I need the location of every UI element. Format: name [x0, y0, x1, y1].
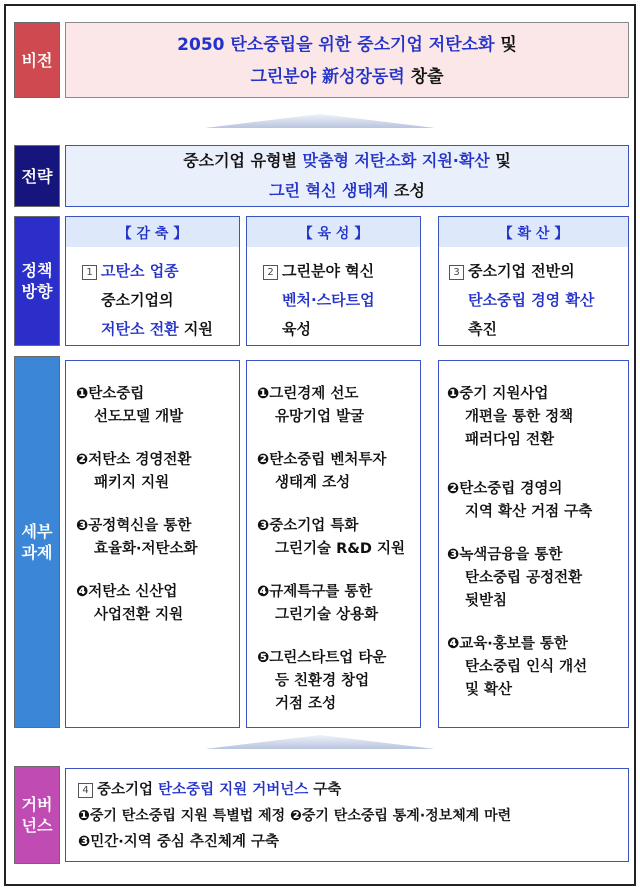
task-list [257, 383, 405, 736]
policy-header: 【 육 성 】 [298, 226, 369, 242]
governance-label: 거버 넌스 [14, 766, 60, 864]
governance-line-2: ❶중기 탄소중립 지원 특별법 제정 ❷중기 탄소중립 통계·정보체계 마련 [78, 808, 512, 824]
tasks-column-spread [438, 360, 629, 728]
tasks-column-reduce [65, 360, 240, 728]
vision-box [65, 22, 629, 98]
policy-column-reduce [65, 216, 240, 346]
policy-label: 정책 방향 [14, 216, 60, 346]
tasks-column-nurture [246, 360, 421, 728]
task-item: ❹저탄소 신산업 사업전환 지원 [76, 584, 184, 623]
vision-line-2: 그린분야 新성장동력 창출 [250, 67, 444, 87]
strategy-line-2: 그린 혁신 생태계 조성 [269, 181, 425, 200]
task-item: ❸녹색금융을 통한 탄소중립 공정전환 뒷받침 [447, 547, 583, 609]
task-item: ❹교육·홍보를 통한 탄소중립 인식 개선 및 확산 [447, 636, 588, 698]
policy-header: 【 감 축 】 [117, 226, 188, 242]
task-item: ❶중기 지원사업 개편을 통한 정책 패러다임 전환 [447, 386, 574, 448]
governance-box [65, 768, 629, 862]
vision-label: 비전 [14, 22, 60, 98]
strategy-label: 전략 [14, 145, 60, 207]
number-box-icon: 2 [263, 265, 278, 280]
task-item: ❹규제특구를 통한 그린기술 상용화 [257, 584, 379, 623]
number-box-icon: 1 [82, 265, 97, 280]
tasks-label: 세부 과제 [14, 356, 60, 728]
number-box-icon: 4 [78, 783, 93, 798]
task-list [447, 383, 592, 722]
policy-text: 1 고탄소 업종 중소기업의 저탄소 전환 지원 [82, 257, 213, 344]
policy-text: 3 중소기업 전반의 탄소중립 경영 확산 촉진 [449, 257, 594, 344]
policy-text: 2 그린분야 혁신 벤처·스타트업 육성 [263, 257, 375, 344]
task-item: ❺그린스타트업 타운 등 친환경 창업 거점 조성 [257, 650, 387, 712]
task-item: ❷탄소중립 경영의 지역 확산 거점 구축 [447, 481, 593, 520]
policy-column-nurture [246, 216, 421, 346]
strategy-line-1: 중소기업 유형별 맞춤형 저탄소화 지원·확산 및 [183, 151, 511, 170]
task-item: ❸공정혁신을 통한 효율화·저탄소화 [76, 518, 198, 557]
task-item: ❷저탄소 경영전환 패키지 지원 [76, 452, 192, 491]
governance-title: 4 중소기업 탄소중립 지원 거버넌스 구축 [78, 777, 628, 803]
task-list [76, 383, 198, 647]
policy-column-spread [438, 216, 629, 346]
governance-line-3: ❸민간·지역 중심 추진체계 구축 [78, 834, 280, 850]
task-item: ❷탄소중립 벤처투자 생태계 조성 [257, 452, 387, 491]
number-box-icon: 3 [449, 265, 464, 280]
task-item: ❸중소기업 특화 그린기술 R&D 지원 [257, 518, 405, 557]
strategy-box [65, 145, 629, 207]
policy-header: 【 확 산 】 [498, 226, 569, 242]
vision-line-1: 2050 탄소중립을 위한 중소기업 저탄소화 및 [177, 35, 517, 55]
task-item: ❶탄소중립 선도모델 개발 [76, 386, 184, 425]
task-item: ❶그린경제 선도 유망기업 발굴 [257, 386, 365, 425]
